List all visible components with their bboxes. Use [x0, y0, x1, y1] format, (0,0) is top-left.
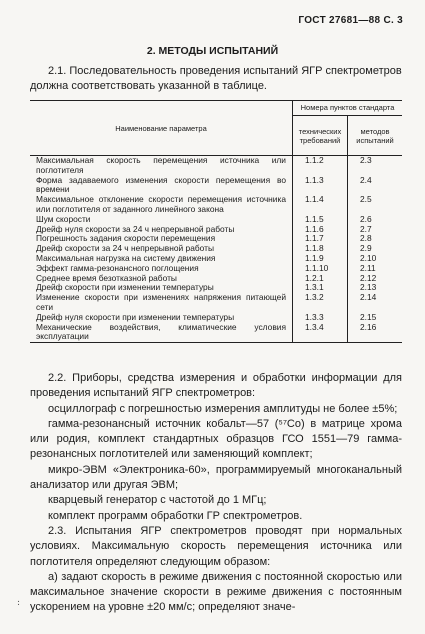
- col-group-header: Номера пунктов стандарта: [293, 101, 402, 116]
- body-text: [30, 371, 402, 616]
- para-2-2-item: комплект программ обработки ГР спектрометров.: [48, 509, 303, 522]
- table-row: [30, 195, 402, 215]
- table-cell-name: Эффект гамма-резонансного поглощения: [30, 264, 293, 274]
- table-cell-tech: 1.3.1: [293, 283, 348, 293]
- table-cell-meth: 2.14: [360, 292, 377, 303]
- page-header: ГОСТ 27681—88 С. 3: [298, 15, 403, 26]
- table-cell-name: Среднее время безотказной работы: [30, 274, 293, 284]
- table-cell-name: Дрейф нуля скорости при изменении температуры: [30, 313, 293, 323]
- col-tech-header: технических требований: [293, 116, 348, 155]
- table-cell-meth: 2.4: [360, 174, 372, 185]
- table-cell-name: Дрейф скорости при изменении температуры: [30, 283, 293, 293]
- table-cell-name: Максимальное отклонение скорости перемещения источника или поглотителя от заданного линейного закона: [30, 195, 293, 215]
- table-cell-meth: 2.11: [360, 262, 376, 273]
- para-2-2-item: микро-ЭВМ «Электроника-60», программируемый многоканальный анализатор или другая ЭВМ;: [30, 463, 402, 492]
- para-2-2-item: кварцевый генератор с частотой до 1 МГц;: [48, 494, 267, 507]
- table-row: [30, 293, 402, 313]
- table-body: [30, 156, 402, 343]
- table-cell-meth: 2.12: [360, 272, 377, 283]
- table-cell-name: Дрейф скорости за 24 ч непрерывной работы: [30, 244, 293, 254]
- table-cell-meth: 2.16: [360, 321, 377, 332]
- tests-table: [30, 100, 402, 343]
- table-cell-tech: 1.1.6: [293, 225, 348, 235]
- table-cell-name: Шум скорости: [30, 215, 293, 225]
- table-cell-meth: 2.5: [360, 194, 372, 205]
- table-cell-tech: 1.1.7: [293, 234, 348, 244]
- section-title: 2. МЕТОДЫ ИСПЫТАНИЙ: [146, 45, 279, 57]
- table-cell-tech: 1.1.4: [293, 195, 348, 215]
- table-cell-meth: 2.9: [360, 243, 372, 254]
- table-cell-tech: 1.2.1: [293, 274, 348, 284]
- table-row: [30, 156, 402, 176]
- table-cell-tech: 1.1.2: [293, 156, 348, 176]
- table-cell-tech: 1.1.10: [293, 264, 348, 274]
- para-2-2-item: гамма-резонансный источник кобальт—57 (⁵⁷Co) в матрице хрома или родия, комплект стандартных образцов ГСО 1551—79 гамма-резонансных поглотителей или заменяющий комплект;: [30, 417, 402, 461]
- table-cell-name: Максимальная нагрузка на систему движения: [30, 254, 293, 264]
- table-cell-tech: 1.1.9: [293, 254, 348, 264]
- table-cell-tech: 1.3.3: [293, 313, 348, 323]
- table-cell-tech: 1.3.4: [293, 323, 348, 343]
- table-cell-meth: 2.15: [360, 311, 377, 322]
- col-name-header: Наименование параметра: [30, 101, 293, 155]
- table-cell-name: Погрешность задания скорости перемещения: [30, 234, 293, 244]
- intro-paragraph: 2.1. Последовательность проведения испытаний ЯГР спектрометров должна соответствовать указанной в таблице.: [30, 65, 402, 92]
- table-cell-tech: 1.3.2: [293, 293, 348, 313]
- table-cell-name: Форма задаваемого изменения скорости перемещения во времени: [30, 176, 293, 196]
- table-cell-meth: 2.6: [360, 213, 372, 224]
- table-cell-tech: 1.1.8: [293, 244, 348, 254]
- table-cell-name: Механические воздействия, климатические условия эксплуатации: [30, 323, 293, 343]
- table-header: [30, 101, 402, 156]
- table-cell-meth: 2.7: [360, 223, 372, 234]
- table-cell-meth: 2.8: [360, 233, 372, 244]
- table-cell-meth: 2.13: [360, 282, 377, 293]
- para-2-2-item: осциллограф с погрешностью измерения амплитуды не более ±5%;: [48, 402, 398, 415]
- table-cell-meth: 2.3: [360, 155, 372, 165]
- para-2-3: 2.3. Испытания ЯГР спектрометров проводят при нормальных условиях. Максимальную скорость перемещения источника или поглотителя определяют следующим образом:: [30, 524, 402, 568]
- table-cell-name: Изменение скорости при изменениях напряжения питающей сети: [30, 293, 293, 313]
- table-cell-name: Дрейф нуля скорости за 24 ч непрерывной работы: [30, 225, 293, 235]
- para-2-2: 2.2. Приборы, средства измерения и обработки информации для проведения испытаний ЯГР спектрометров:: [30, 372, 402, 400]
- table-cell-name: Максимальная скорость перемещения источника или поглотителя: [30, 156, 293, 176]
- table-cell-meth: 2.10: [360, 252, 377, 263]
- page-margin-mark: :: [17, 598, 21, 608]
- table-row: [30, 323, 402, 343]
- table-cell-tech: 1.1.3: [293, 176, 348, 196]
- table-row: [30, 176, 402, 196]
- table-cell-tech: 1.1.5: [293, 215, 348, 225]
- col-meth-header: методов испытаний: [356, 126, 394, 145]
- para-2-3-a: а) задают скорость в режиме движения с постоянной скоростью или максимальное значение скорости в режиме движения с постоянным ускорением на уровне ±20 мм/с; определяют значе-: [30, 570, 402, 614]
